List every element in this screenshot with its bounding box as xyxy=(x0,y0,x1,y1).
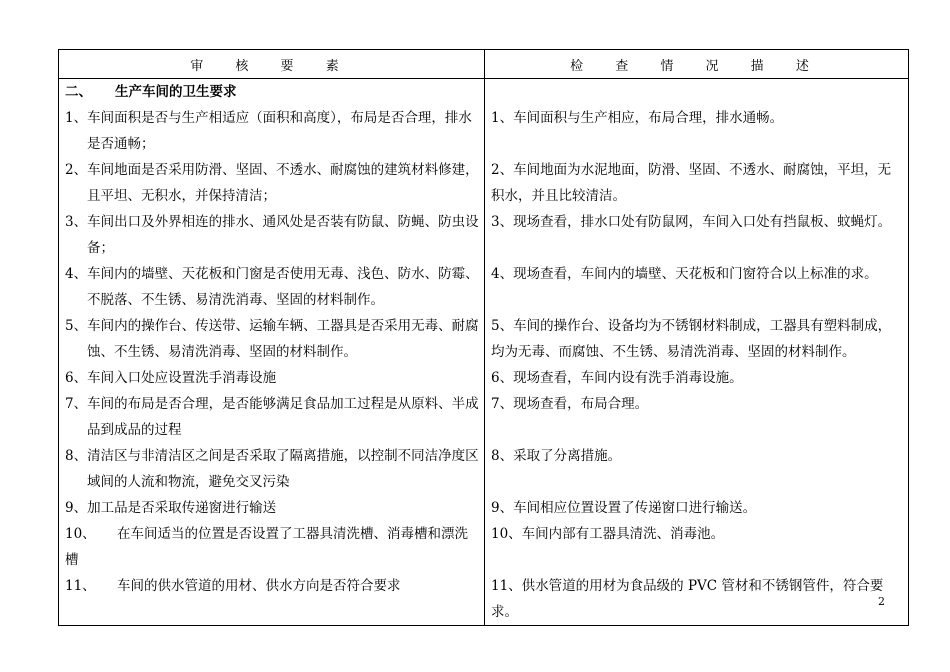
requirement-cell: 8、清洁区与非清洁区之间是否采取了隔离措施，以控制不同洁净度区域间的人流和物流，避免交叉污染 xyxy=(59,443,485,495)
table-row xyxy=(59,261,909,313)
description-cell: 9、车间相应位置设置了传递窗口进行输送。 xyxy=(485,495,909,521)
table-row xyxy=(59,391,909,443)
section-heading xyxy=(59,79,485,106)
description-cell: 6、现场查看，车间内设有洗手消毒设施。 xyxy=(485,365,909,391)
description-cell: 7、现场查看，布局合理。 xyxy=(485,391,909,443)
page-number: 2 xyxy=(878,595,885,608)
requirement-cell: 9、加工品是否采取传递窗进行输送 xyxy=(59,495,485,521)
section-title: 生产车间的卫生要求 xyxy=(115,84,237,100)
requirement-number: 10、 xyxy=(65,526,96,542)
requirement-cell xyxy=(59,521,485,573)
section-row xyxy=(59,79,909,106)
section-number: 二、 xyxy=(65,84,92,100)
table-row xyxy=(59,365,909,391)
table-row xyxy=(59,157,909,209)
requirement-number: 11、 xyxy=(65,578,96,594)
table-row xyxy=(59,573,909,626)
requirement-text: 车间的供水管道的用材、供水方向是否符合要求 xyxy=(117,578,401,594)
review-table-container xyxy=(58,49,908,626)
description-cell: 2、车间地面为水泥地面，防滑、坚固、不透水、耐腐蚀，平坦，无积水，并且比较清洁。 xyxy=(485,157,909,209)
table-row xyxy=(59,521,909,573)
requirement-cell: 4、车间内的墙壁、天花板和门窗是否使用无毒、浅色、防水、防霉、不脱落、不生锈、易清洗消毒、坚固的材料制作。 xyxy=(59,261,485,313)
description-cell: 4、现场查看，车间内的墙壁、天花板和门窗符合以上标准的求。 xyxy=(485,261,909,313)
section-empty-cell xyxy=(485,79,909,106)
header-row xyxy=(59,50,909,79)
requirement-cell: 3、车间出口及外界相连的排水、通风处是否装有防鼠、防蝇、防虫设备； xyxy=(59,209,485,261)
description-cell: 5、车间的操作台、设备均为不锈钢材料制成，工器具有塑料制成，均为无毒、而腐蚀、不生锈、易清洗消毒、坚固的材料制作。 xyxy=(485,313,909,365)
header-description: 检 查 情 况 描 述 xyxy=(485,50,909,79)
description-cell: 11、供水管道的用材为食品级的 PVC 管材和不锈钢管件，符合要求。 xyxy=(485,573,909,626)
table-row xyxy=(59,443,909,495)
table-row xyxy=(59,105,909,157)
table-row xyxy=(59,209,909,261)
review-table xyxy=(58,49,909,626)
description-cell: 8、采取了分离措施。 xyxy=(485,443,909,495)
requirement-cell: 2、车间地面是否采用防滑、坚固、不透水、耐腐蚀的建筑材料修建，且平坦、无积水，并保持清洁； xyxy=(59,157,485,209)
requirement-cell: 1、车间面积是否与生产相适应（面积和高度），布局是否合理，排水是否通畅； xyxy=(59,105,485,157)
requirement-cell: 6、车间入口处应设置洗手消毒设施 xyxy=(59,365,485,391)
table-row xyxy=(59,495,909,521)
requirement-cell: 5、车间内的操作台、传送带、运输车辆、工器具是否采用无毒、耐腐蚀、不生锈、易清洗消毒、坚固的材料制作。 xyxy=(59,313,485,365)
table-row xyxy=(59,313,909,365)
description-cell: 1、车间面积与生产相应，布局合理，排水通畅。 xyxy=(485,105,909,157)
requirement-cell: 7、车间的布局是否合理，是否能够满足食品加工过程是从原料、半成品到成品的过程 xyxy=(59,391,485,443)
requirement-cell xyxy=(59,573,485,626)
requirement-text: 在车间适当的位置是否设置了工器具清洗槽、消毒槽和漂洗槽 xyxy=(65,526,468,568)
header-requirements: 审 核 要 素 xyxy=(59,50,485,79)
description-cell: 10、车间内部有工器具清洗、消毒池。 xyxy=(485,521,909,573)
description-cell: 3、现场查看，排水口处有防鼠网，车间入口处有挡鼠板、蚊蝇灯。 xyxy=(485,209,909,261)
